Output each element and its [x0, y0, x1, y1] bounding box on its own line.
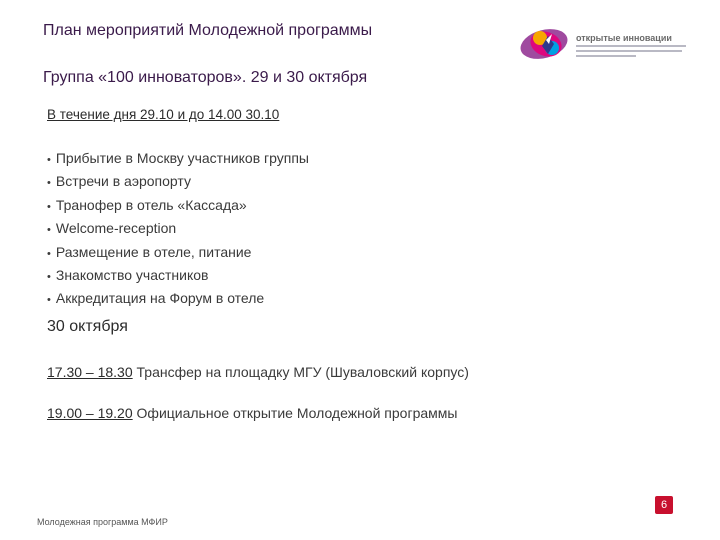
event-time: 19.00 – 19.20 — [47, 405, 133, 421]
event-text: Трансфер на площадку МГУ (Шуваловский корпус) — [136, 364, 469, 380]
page-title: План мероприятий Молодежной программы — [43, 22, 373, 39]
list-item: • Прибытие в Москву участников группы — [47, 148, 309, 171]
logo-tagline-lines — [576, 45, 686, 60]
list-item: • Встречи в аэропорту — [47, 171, 309, 194]
schedule-row — [47, 364, 469, 380]
list-item: • Знакомство участников — [47, 265, 309, 288]
logo-name: открытые инновации — [576, 33, 672, 43]
day1-list — [47, 148, 309, 312]
event-time: 17.30 – 18.30 — [47, 364, 133, 380]
list-item: • Аккредитация на Форум в отеле — [47, 288, 309, 311]
day1-heading: В течение дня 29.10 и до 14.00 30.10 — [47, 107, 280, 122]
list-item: • Транофер в отель «Кассада» — [47, 195, 309, 218]
page-subtitle: Группа «100 инноваторов». 29 и 30 октября — [43, 69, 368, 86]
footer-text: Молодежная программа МФИР — [37, 517, 168, 527]
schedule-row — [47, 405, 457, 421]
page-number-badge: 6 — [655, 496, 673, 514]
event-text: Официальное открытие Молодежной программы — [136, 405, 458, 421]
list-item: • Размещение в отеле, питание — [47, 242, 309, 265]
open-innovations-logo — [518, 24, 690, 64]
logo-mark-icon — [518, 24, 574, 64]
day2-heading: 30 октября — [47, 318, 128, 335]
list-item: • Welcome-reception — [47, 218, 309, 241]
